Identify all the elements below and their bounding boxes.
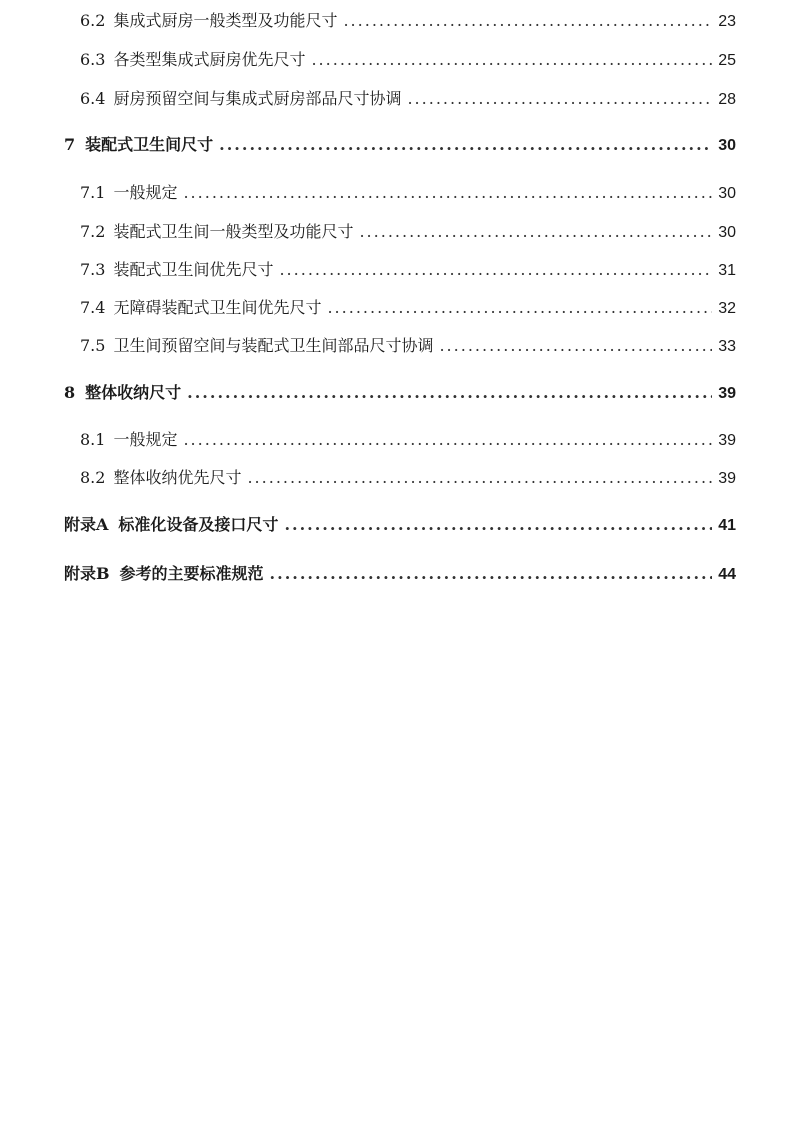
toc-entry-number: 7.1 xyxy=(80,183,106,202)
toc-chapter-8[interactable] xyxy=(64,380,736,406)
toc-chapter-page: 30 xyxy=(718,137,736,154)
toc-leader-dots xyxy=(359,219,712,245)
toc-entry-6-2[interactable] xyxy=(80,8,736,34)
toc-entry-number: 7.5 xyxy=(80,336,106,355)
toc-entry-number: 8.1 xyxy=(80,430,106,449)
toc-appendix-page: 41 xyxy=(718,517,736,534)
toc-leader-dots xyxy=(247,465,712,491)
toc-entry-6-4[interactable] xyxy=(80,86,736,112)
toc-entry-page: 33 xyxy=(718,338,736,355)
toc-leader-dots xyxy=(183,180,712,206)
toc-entry-title: 整体收纳优先尺寸 xyxy=(113,468,242,487)
toc-leader-dots xyxy=(439,333,712,359)
toc-leader-dots xyxy=(183,427,712,453)
toc-entry-8-2[interactable] xyxy=(80,465,736,491)
toc-entry-page: 25 xyxy=(718,52,736,69)
toc-chapter-number: 8 xyxy=(64,383,76,402)
toc-appendix-a[interactable] xyxy=(64,512,736,538)
toc-leader-dots xyxy=(284,512,712,538)
toc-entry-page: 39 xyxy=(718,432,736,449)
toc-entry-title: 无障碍装配式卫生间优先尺寸 xyxy=(113,298,322,317)
toc-chapter-title: 整体收纳尺寸 xyxy=(85,383,182,402)
toc-entry-title: 集成式厨房一般类型及功能尺寸 xyxy=(113,11,338,30)
toc-entry-number: 6.3 xyxy=(80,50,106,69)
toc-entry-number: 7.4 xyxy=(80,298,106,317)
toc-entry-7-3[interactable] xyxy=(80,257,736,283)
toc-entry-number: 6.2 xyxy=(80,11,106,30)
toc-leader-dots xyxy=(279,257,712,283)
toc-entry-7-4[interactable] xyxy=(80,295,736,321)
toc-entry-title: 装配式卫生间一般类型及功能尺寸 xyxy=(113,222,354,241)
toc-chapter-page: 39 xyxy=(718,385,736,402)
toc-leader-dots xyxy=(327,295,712,321)
toc-entry-page: 30 xyxy=(718,185,736,202)
toc-entry-number: 7.3 xyxy=(80,260,106,279)
toc-entry-number: 7.2 xyxy=(80,222,106,241)
toc-appendix-number: 附录A xyxy=(64,515,109,534)
toc-appendix-page: 44 xyxy=(718,566,736,583)
toc-appendix-b[interactable] xyxy=(64,561,736,587)
toc-entry-7-1[interactable] xyxy=(80,180,736,206)
toc-entry-title: 一般规定 xyxy=(113,430,178,449)
toc-leader-dots xyxy=(219,132,712,158)
toc-entry-page: 39 xyxy=(718,470,736,487)
toc-chapter-number: 7 xyxy=(64,135,76,154)
toc-leader-dots xyxy=(343,8,712,34)
toc-entry-title: 卫生间预留空间与装配式卫生间部品尺寸协调 xyxy=(113,336,434,355)
toc-entry-number: 6.4 xyxy=(80,89,106,108)
toc-entry-6-3[interactable] xyxy=(80,47,736,73)
toc-entry-7-2[interactable] xyxy=(80,219,736,245)
toc-entry-page: 32 xyxy=(718,300,736,317)
toc-entry-7-5[interactable] xyxy=(80,333,736,359)
toc-entry-number: 8.2 xyxy=(80,468,106,487)
toc-chapter-7[interactable] xyxy=(64,132,736,158)
toc-leader-dots xyxy=(187,380,712,406)
toc-entry-title: 各类型集成式厨房优先尺寸 xyxy=(113,50,306,69)
toc-entry-title: 装配式卫生间优先尺寸 xyxy=(113,260,274,279)
toc-leader-dots xyxy=(311,47,712,73)
toc-appendix-number: 附录B xyxy=(64,564,110,583)
toc-entry-page: 31 xyxy=(718,262,736,279)
toc-entry-page: 23 xyxy=(718,13,736,30)
toc-appendix-title: 标准化设备及接口尺寸 xyxy=(118,515,279,534)
toc-chapter-title: 装配式卫生间尺寸 xyxy=(85,135,214,154)
toc-appendix-title: 参考的主要标准规范 xyxy=(119,564,264,583)
toc-entry-page: 28 xyxy=(718,91,736,108)
toc-entry-page: 30 xyxy=(718,224,736,241)
toc-leader-dots xyxy=(270,561,713,587)
toc-leader-dots xyxy=(407,86,712,112)
toc-entry-title: 厨房预留空间与集成式厨房部品尺寸协调 xyxy=(113,89,402,108)
toc-entry-title: 一般规定 xyxy=(113,183,178,202)
toc-entry-8-1[interactable] xyxy=(80,427,736,453)
